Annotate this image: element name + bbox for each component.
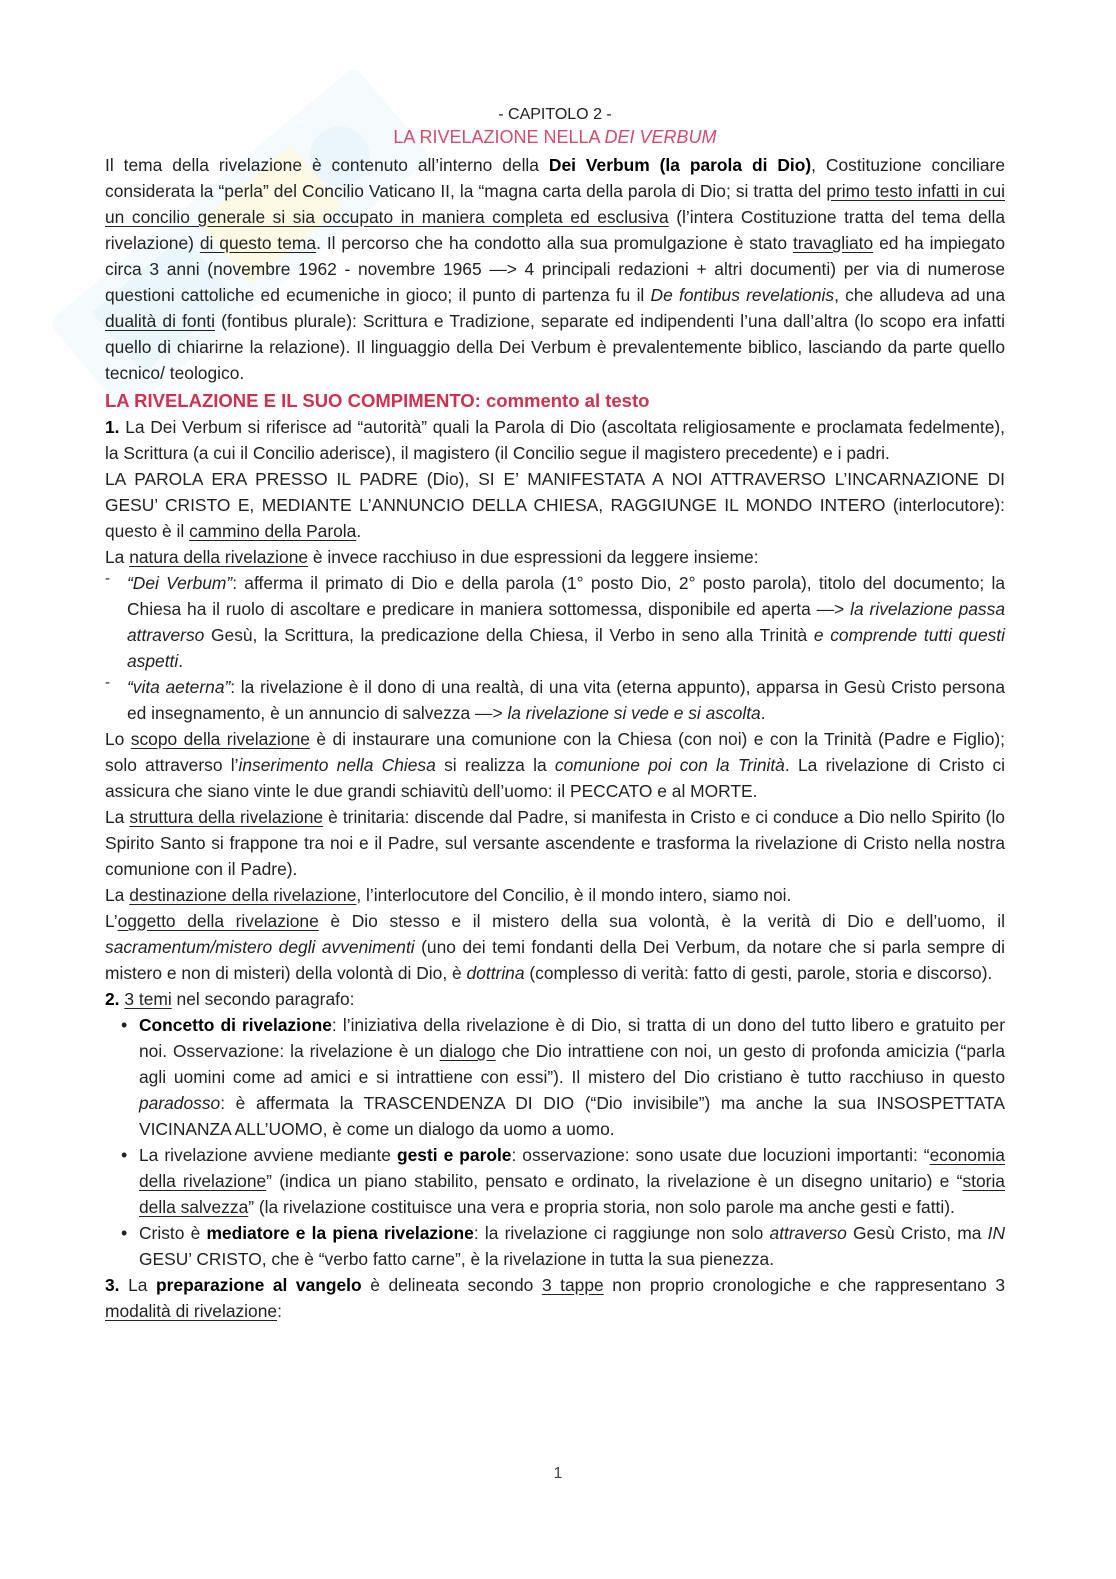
list-item-vita-aeterna: - “vita aeterna”: la rivelazione è il dono di una realtà, di una vita (eterna appunto), apparsa in Gesù Cristo persona ed insegnamento, è un annuncio di salvezza —> la rivelazione si vede e si ascolta. bbox=[105, 674, 1005, 726]
page-number: 1 bbox=[553, 1465, 563, 1482]
paragraph-destinazione: La destinazione della rivelazione, l’interlocutore del Concilio, è il mondo intero, siamo noi. bbox=[105, 885, 792, 905]
section-heading: LA RIVELAZIONE E IL SUO COMPIMENTO: commento al testo bbox=[105, 390, 650, 411]
chapter-label: - CAPITOLO 2 - bbox=[498, 106, 612, 123]
paragraph-oggetto: L’oggetto della rivelazione è Dio stesso e il mistero della sua volontà, è la verità di Dio e dell’uomo, il sacramentum/mistero degli avvenimenti (uno dei temi fondanti della Dei Verbum, da notare che si parla sempre di mistero e non di misteri) della volontà di Dio, è dottrina (complesso di verità: fatto di gesti, parole, storia e discorso). bbox=[105, 911, 1005, 983]
intro-paragraph: Il tema della rivelazione è contenuto all’interno della Dei Verbum (la parola di Dio), Costituzione conciliare considerata la “perla” del Concilio Vaticano II, la “magna carta della parola di Dio; si tratta del primo testo infatti in cui un concilio generale si sia occupato in maniera completa ed esclusiva (l’intera Costituzione tratta del tema della rivelazione) di questo tema. Il percorso che ha condotto alla sua promulgazione è stato travagliato ed ha impiegato circa 3 anni (novembre 1962 - novembre 1965 —> 4 principali redazioni + altri documenti) per via di numerose questioni cattoliche ed ecumeniche in gioco; il punto di partenza fu il De fontibus revelationis, che alludeva ad una dualità di fonti (fontibus plurale): Scrittura e Tradizione, separate ed indipendenti l’una dall’altra (lo scopo era infatti quello di chiarirne la relazione). Il linguaggio della Dei Verbum è prevalentemente biblico, lasciando da parte quello tecnico/ teologico. bbox=[105, 155, 1006, 383]
document-page bbox=[105, 100, 1005, 1324]
paragraph-struttura: La struttura della rivelazione è trinitaria: discende dal Padre, si manifesta in Cristo e ci conduce a Dio nello Spirito (lo Spirito Santo si frappone tra noi e il Padre, sul versante ascendente e trasforma la rivelazione di Cristo nella nostra comunione con il Padre). bbox=[105, 807, 1005, 879]
paragraph-1: 1. La Dei Verbum si riferisce ad “autorità” quali la Parola di Dio (ascoltata religiosamente e proclamata fedelmente), la Scrittura (a cui il Concilio aderisce), il magistero (il Concilio segue il magistero precedente) e i padri. bbox=[105, 417, 1005, 463]
paragraph-parola: LA PAROLA ERA PRESSO IL PADRE (Dio), SI E’ MANIFESTATA A NOI ATTRAVERSO L’INCARNAZIONE DI GESU’ CRISTO E, MEDIANTE L’ANNUNCIO DELLA CHIESA, RAGGIUNGE IL MONDO INTERO (interlocutore): questo è il cammino della Parola. bbox=[105, 469, 1005, 541]
paragraph-2: 2. 3 temi nel secondo paragrafo: bbox=[105, 989, 355, 1009]
bullet-gesti-parole: • La rivelazione avviene mediante gesti e parole: osservazione: sono usate due locuzioni importanti: “economia della rivelazione” (indica un piano stabilito, pensato e ordinato, la rivelazione è un disegno unitario) e “storia della salvezza” (la rivelazione costituisce una vera e propria storia, non solo parole ma anche gesti e fatti). bbox=[105, 1142, 1005, 1220]
chapter-title: LA RIVELAZIONE NELLA DEI VERBUM bbox=[393, 127, 717, 147]
bullet-mediatore: • Cristo è mediatore e la piena rivelazione: la rivelazione ci raggiunge non solo attraverso Gesù Cristo, ma IN GESU’ CRISTO, che è “verbo fatto carne”, è la rivelazione in tutta la sua pienezza. bbox=[105, 1220, 1005, 1272]
list-item-dei-verbum: - “Dei Verbum”: afferma il primato di Dio e della parola (1° posto Dio, 2° posto parola), titolo del documento; la Chiesa ha il ruolo di ascoltare e predicare in maniera sottomessa, disponibile ed aperta —> la rivelazione passa attraverso Gesù, la Scrittura, la predicazione della Chiesa, il Verbo in seno alla Trinità e comprende tutti questi aspetti. bbox=[105, 570, 1005, 674]
paragraph-natura: La natura della rivelazione è invece racchiuso in due espressioni da leggere insieme: bbox=[105, 547, 759, 567]
paragraph-3: 3. La preparazione al vangelo è delineata secondo 3 tappe non proprio cronologiche e che rappresentano 3 modalità di rivelazione: bbox=[105, 1275, 1006, 1321]
paragraph-scopo: Lo scopo della rivelazione è di instaurare una comunione con la Chiesa (con noi) e con la Trinità (Padre e Figlio); solo attraverso l’inserimento nella Chiesa si realizza la comunione poi con la Trinità. La rivelazione di Cristo ci assicura che siano vinte le due grandi schiavitù dell’uomo: il PECCATO e al MORTE. bbox=[105, 729, 1006, 801]
bullet-concetto: • Concetto di rivelazione: l’iniziativa della rivelazione è di Dio, si tratta di un dono del tutto libero e gratuito per noi. Osservazione: la rivelazione è un dialogo che Dio intrattiene con noi, un gesto di profonda amicizia (“parla agli uomini come ad amici e si intrattiene con essi”). Il mistero del Dio cristiano è tutto racchiuso in questo paradosso: è affermata la TRASCENDENZA DI DIO (“Dio invisibile”) ma anche la sua INSOSPETTATA VICINANZA ALL’UOMO, è come un dialogo da uomo a uomo. bbox=[105, 1012, 1005, 1142]
